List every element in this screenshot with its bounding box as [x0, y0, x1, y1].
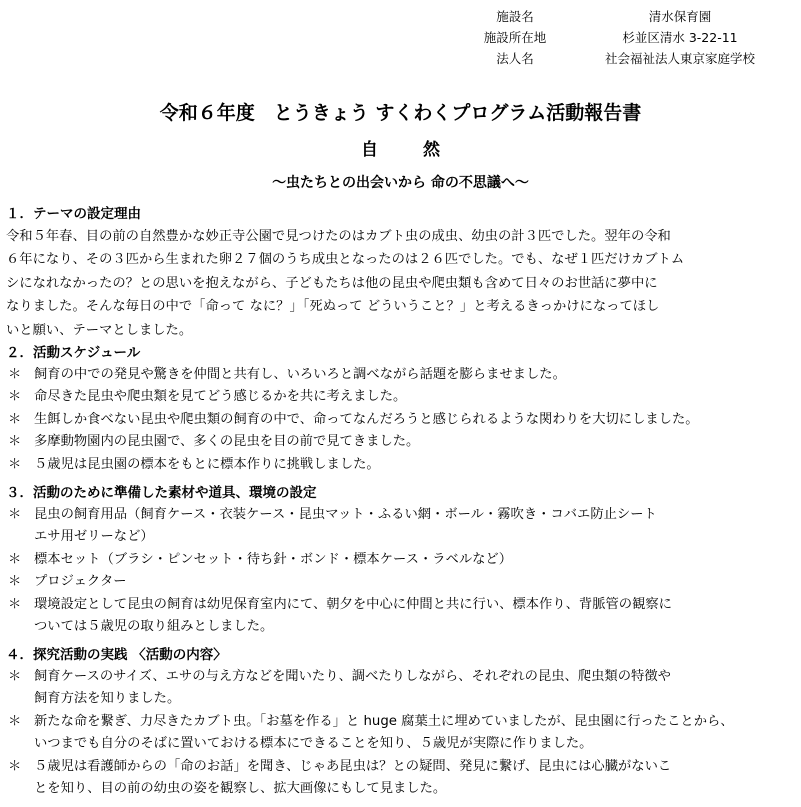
facility-name-value: 清水保育園	[648, 9, 712, 24]
list-item	[6, 431, 796, 453]
list-item	[6, 549, 796, 571]
corporation-value: 社会福祉法人東京家庭学校	[604, 51, 755, 66]
section-heading: ４．探究活動の実践 〈活動の内容〉	[6, 647, 227, 663]
list-item-text: 多摩動物園内の昆虫園で、多くの昆虫を目の前で見てきました。	[34, 434, 420, 450]
facility-name-row	[460, 6, 790, 27]
list-item	[6, 454, 796, 476]
bullet-mark: ＊	[8, 713, 22, 729]
bullet-mark: ＊	[8, 507, 22, 522]
section-paragraph: 令和５年春、目の前の自然豊かな妙正寺公園で見つけたのはカブト虫の成虫、幼虫の計３匹でした。翌年の令和 ６年になり、その３匹から生まれた卵２７個のうち成虫となったのは２６匹でした。でも、なぜ１匹だけカブトム シになれなかったの？との思いを抱えながら、子どもたちは他の昆虫や爬虫類も含めて日々のお世話に夢中に なりました。そんな毎日の中で「命って なに？」「死ぬって どういうこと？」と考えるきっかけになってほし いと願い、テーマとしました。	[6, 229, 685, 338]
bullet-mark: ＊	[8, 574, 22, 590]
list-item-text: 昆虫の飼育用品（飼育ケース・衣装ケース・昆虫マット・ふるい網・ボール・霧吹き・コバエ防止シート エサ用ゼリーなど）	[34, 507, 657, 545]
section-practice	[6, 644, 796, 800]
list-item-text: 新たな命を繋ぎ、力尽きたカブト虫。「お墓を作る」と huge 腐葉土に埋めていましたが、昆虫園に行ったことから、 いつまでも自分のそばに置いておける標本にできることを知り、５歳児が実際に作りました。	[34, 713, 734, 752]
list-item-text: 飼育ケースのサイズ、エサの与え方などを聞いたり、調べたりしながら、それぞれの昆虫、爬虫類の特徴や 飼育方法を知りました。	[34, 669, 671, 707]
list-item-text: 生餌しか食べない昆虫や爬虫類の飼育の中で、命ってなんだろうと感じられるような関わりを大切にしました。	[34, 411, 699, 427]
list-item-text: プロジェクター	[34, 574, 127, 590]
facility-name-label: 施設名	[496, 9, 534, 24]
bullet-mark: ＊	[8, 551, 22, 567]
list-item	[6, 711, 796, 756]
list-item	[6, 571, 796, 593]
section-theme-reason	[6, 203, 796, 342]
facility-address-row	[460, 27, 790, 48]
report-title: 令和６年度 とうきょう すくわくプログラム活動報告書	[159, 102, 642, 124]
bullet-mark: ＊	[8, 758, 22, 774]
report-subtitle: 自 然	[361, 140, 454, 160]
list-item-text: 飼育の中での発見や驚きを仲間と共有し、いろいろと調べながら話題を膨らませました。	[34, 367, 566, 382]
list-item-text: ５歳児は看護師からの「命のお話」を聞き、じゃあ昆虫は？との疑問、発見に繋げ、昆虫には心臓がないこ とを知り、目の前の幼虫の姿を観察し、拡大画像にもして見ました。	[34, 758, 672, 797]
bullet-mark: ＊	[8, 411, 22, 427]
facility-address-label: 施設所在地	[483, 30, 547, 45]
section-schedule	[6, 342, 796, 476]
corporation-row	[460, 48, 790, 69]
list-item	[6, 364, 796, 386]
facility-info	[460, 6, 790, 69]
list-item	[6, 666, 796, 711]
corporation-label: 法人名	[496, 51, 534, 66]
bullet-mark: ＊	[8, 389, 22, 405]
list-item	[6, 386, 796, 408]
section-materials	[6, 482, 796, 638]
list-item-text: 命尽きた昆虫や爬虫類を見てどう感じるかを共に考えました。	[34, 389, 407, 405]
bullet-mark: ＊	[8, 596, 22, 612]
list-item	[6, 594, 796, 639]
list-item	[6, 504, 796, 549]
list-item	[6, 756, 796, 801]
report-tagline: ～虫たちとの出会いから 命の不思議へ～	[272, 175, 529, 191]
bullet-mark: ＊	[8, 434, 22, 450]
section-heading: ３．活動のために準備した素材や道具、環境の設定	[6, 485, 317, 501]
list-item-text: ５歳児は昆虫園の標本をもとに標本作りに挑戦しました。	[34, 456, 380, 472]
bullet-mark: ＊	[8, 456, 22, 472]
section-heading: ２．活動スケジュール	[6, 345, 141, 361]
list-item-text: 標本セット（ブラシ・ピンセット・待ち針・ボンド・標本ケース・ラベルなど）	[34, 551, 513, 567]
bullet-mark: ＊	[8, 669, 22, 684]
section-heading: １．テーマの設定理由	[6, 206, 141, 222]
list-item-text: 環境設定として昆虫の飼育は幼児保育室内にて、朝夕を中心に仲間と共に行い、標本作り、背脈管の観察に ついては５歳児の取り組みとしました。	[34, 596, 672, 635]
list-item	[6, 409, 796, 431]
bullet-mark: ＊	[8, 367, 22, 382]
facility-address-value: 杉並区清水 3-22-11	[622, 30, 738, 45]
